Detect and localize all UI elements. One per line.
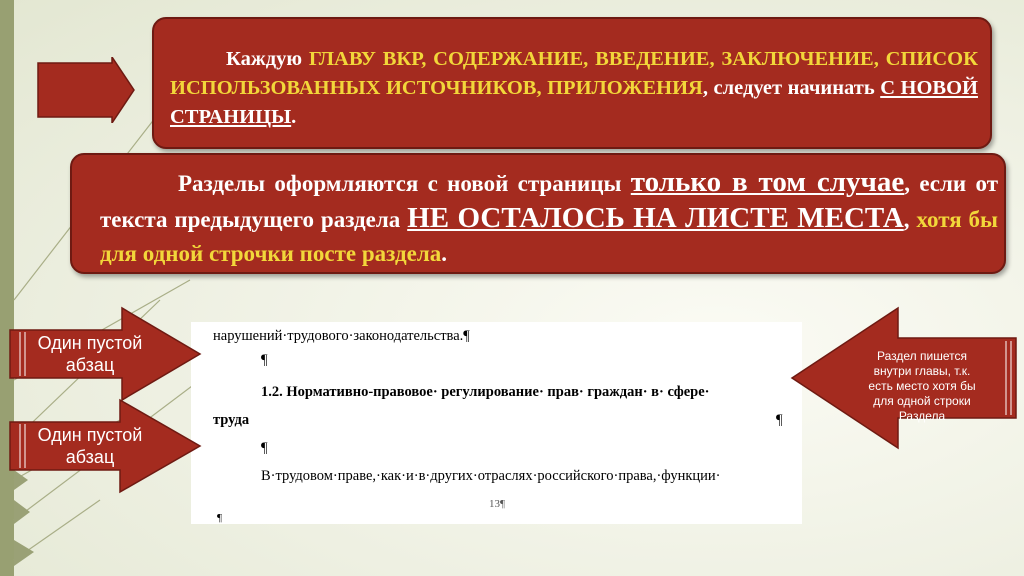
section-heading-cont: труда [213, 412, 250, 428]
callout-empty-paragraph-2: Один пустой абзац [37, 425, 143, 467]
triangle-icon [14, 500, 30, 524]
rule-text-sections [100, 165, 998, 271]
callout-empty-paragraph-1: Один пустой абзац [37, 333, 143, 375]
text-segment: Каждую [226, 48, 309, 70]
no-space-emphasis: НЕ ОСТАЛОСЬ НА ЛИСТЕ МЕСТА [407, 202, 904, 234]
highlighted-condition: хотя бы для одной строчки посте раздела [100, 207, 999, 266]
text-segment: . [441, 241, 447, 266]
paragraph-mark: ¶ [776, 412, 783, 428]
triangle-icon [14, 540, 34, 566]
callout-section-inside-chapter: Раздел пишется внутри главы, т.к. есть место хотя бы для одной строки Раздела [868, 349, 976, 423]
text-segment: , [903, 207, 917, 232]
text-segment: , если от текста предыдущего раздела [100, 171, 998, 232]
text-segment: . [291, 106, 297, 128]
highlighted-sections: ГЛАВУ ВКР, СОДЕРЖАНИЕ, ВВЕДЕНИЕ, ЗАКЛЮЧЕНИЕ, СПИСОК ИСПОЛЬЗОВАННЫХ ИСТОЧНИКОВ, ПРИЛОЖЕНИЯ [170, 48, 978, 99]
section-heading: 1.2. Нормативно-правовое· регулирование· прав· граждан· в· сфере· [261, 384, 710, 400]
page-number: 13¶ [489, 498, 505, 510]
doc-line: нарушений·трудового·законодательства.¶ [213, 328, 470, 344]
arrow-right-icon [36, 57, 136, 123]
text-segment: Разделы оформляются с новой страницы [178, 171, 631, 196]
rule-box-chapters [152, 17, 992, 149]
text-segment: , следует начинать [702, 77, 881, 99]
rule-box-sections [70, 153, 1006, 274]
only-if-emphasis: только в том случае [630, 166, 905, 198]
document-excerpt [191, 322, 802, 524]
paragraph-mark: ¶ [217, 512, 222, 524]
empty-paragraph-mark: ¶ [261, 352, 268, 368]
rule-text-chapters [170, 45, 978, 132]
empty-paragraph-mark: ¶ [261, 440, 268, 456]
new-page-emphasis: С НОВОЙ СТРАНИЦЫ [170, 77, 978, 128]
doc-line: В·трудовом·праве,·как·и·в·других·отраслях·российского·права,·функции· [261, 468, 721, 484]
